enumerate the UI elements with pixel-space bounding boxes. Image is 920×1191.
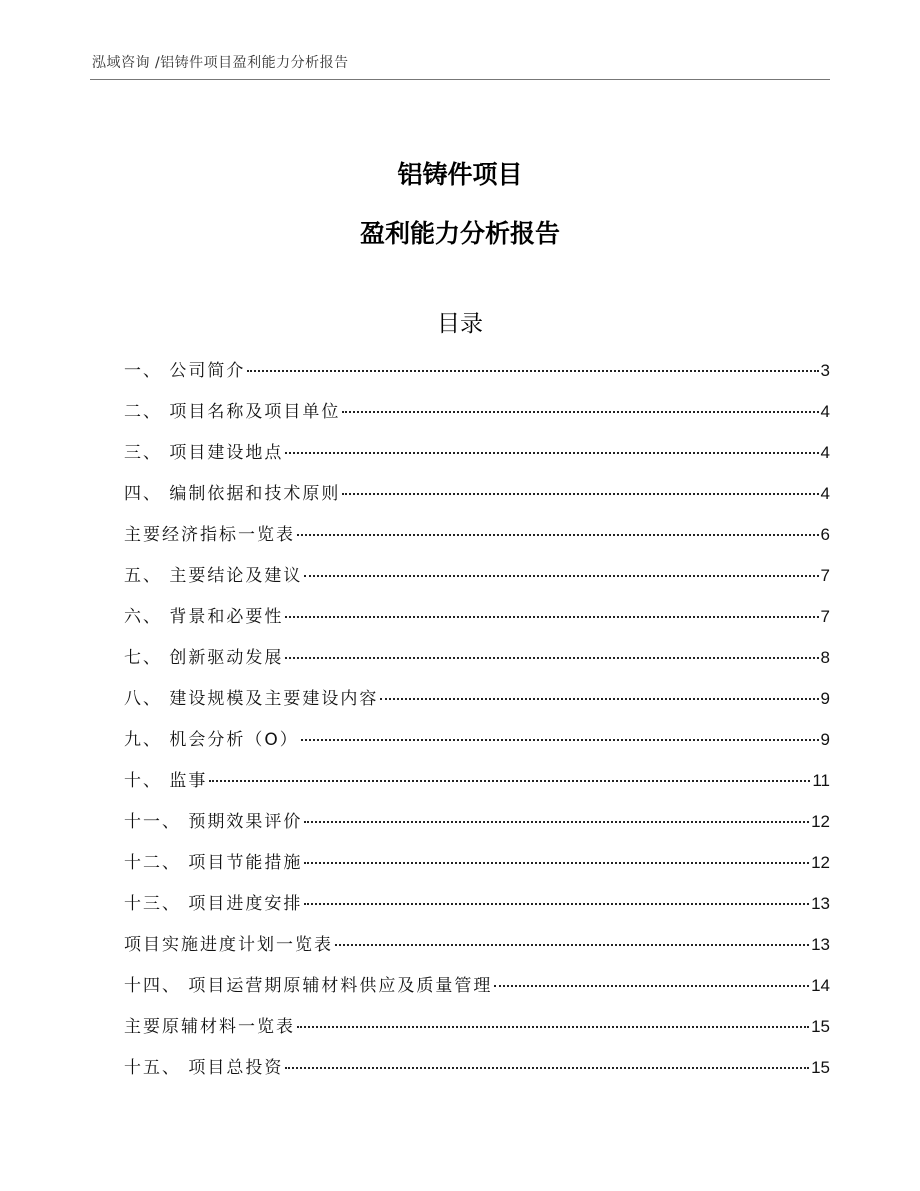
toc-entry-18[interactable] — [124, 1053, 830, 1094]
page-header: 泓域咨询 /铝铸件项目盈利能力分析报告 — [92, 55, 349, 71]
toc-leader-dots — [297, 534, 819, 536]
toc-entry-label: 十、 监事 — [124, 771, 208, 791]
toc-leader-dots — [301, 739, 819, 741]
toc-entry-label: 十四、 项目运营期原辅材料供应及质量管理 — [124, 976, 493, 996]
toc-leader-dots — [304, 821, 809, 823]
toc-entry-label: 十五、 项目总投资 — [124, 1058, 284, 1078]
toc-leader-dots — [209, 780, 810, 782]
toc-leader-dots — [285, 616, 818, 618]
toc-entry-page: 7 — [820, 607, 830, 626]
toc-entry-5[interactable] — [124, 520, 830, 561]
toc-heading: 目录 — [437, 311, 483, 337]
toc-entry-label: 主要经济指标一览表 — [124, 525, 295, 545]
toc-entry-12[interactable] — [124, 807, 830, 848]
toc-entry-page: 13 — [811, 935, 830, 954]
toc-entry-10[interactable] — [124, 725, 830, 766]
toc-entry-page: 4 — [820, 484, 830, 503]
toc-entry-page: 12 — [811, 812, 830, 831]
toc-leader-dots — [285, 1067, 809, 1069]
toc-entry-label: 项目实施进度计划一览表 — [124, 935, 333, 955]
toc-entry-17[interactable] — [124, 1012, 830, 1053]
toc-entry-page: 7 — [820, 566, 830, 585]
toc-leader-dots — [304, 903, 809, 905]
toc-leader-dots — [285, 452, 818, 454]
toc-leader-dots — [247, 370, 818, 372]
toc-entry-3[interactable] — [124, 438, 830, 479]
toc-leader-dots — [285, 657, 818, 659]
toc-entry-page: 14 — [811, 976, 830, 995]
toc-entry-label: 二、 项目名称及项目单位 — [124, 402, 341, 422]
header-divider — [90, 79, 830, 80]
toc-entry-13[interactable] — [124, 848, 830, 889]
toc-entry-label: 四、 编制依据和技术原则 — [124, 484, 341, 504]
toc-entry-label: 一、 公司简介 — [124, 361, 246, 381]
toc-entry-6[interactable] — [124, 561, 830, 602]
toc-entry-label: 五、 主要结论及建议 — [124, 566, 303, 586]
document-title-line1: 铝铸件项目 — [397, 160, 523, 189]
toc-entry-16[interactable] — [124, 971, 830, 1012]
toc-entry-11[interactable] — [124, 766, 830, 807]
toc-entry-7[interactable] — [124, 602, 830, 643]
table-of-contents — [124, 356, 830, 1094]
toc-entry-page: 3 — [820, 361, 830, 380]
toc-entry-page: 15 — [811, 1058, 830, 1077]
toc-entry-9[interactable] — [124, 684, 830, 725]
toc-entry-page: 9 — [820, 730, 830, 749]
toc-entry-8[interactable] — [124, 643, 830, 684]
toc-entry-label: 十三、 项目进度安排 — [124, 894, 303, 914]
toc-entry-label: 十二、 项目节能措施 — [124, 853, 303, 873]
toc-entry-page: 4 — [820, 443, 830, 462]
toc-entry-label: 九、 机会分析（O） — [124, 730, 299, 750]
toc-leader-dots — [380, 698, 818, 700]
toc-leader-dots — [297, 1026, 809, 1028]
toc-entry-1[interactable] — [124, 356, 830, 397]
toc-entry-label: 六、 背景和必要性 — [124, 607, 284, 627]
toc-entry-page: 6 — [820, 525, 830, 544]
toc-entry-page: 13 — [811, 894, 830, 913]
toc-leader-dots — [335, 944, 809, 946]
toc-leader-dots — [304, 575, 818, 577]
toc-entry-page: 4 — [820, 402, 830, 421]
toc-entry-label: 主要原辅材料一览表 — [124, 1017, 295, 1037]
toc-leader-dots — [494, 985, 809, 987]
toc-entry-label: 八、 建设规模及主要建设内容 — [124, 689, 379, 709]
toc-leader-dots — [342, 493, 818, 495]
toc-entry-page: 11 — [812, 771, 830, 790]
toc-entry-page: 9 — [820, 689, 830, 708]
document-title-line2: 盈利能力分析报告 — [359, 219, 560, 248]
toc-entry-page: 8 — [820, 648, 830, 667]
toc-entry-label: 三、 项目建设地点 — [124, 443, 284, 463]
toc-entry-page: 12 — [811, 853, 830, 872]
toc-entry-label: 十一、 预期效果评价 — [124, 812, 303, 832]
toc-leader-dots — [304, 862, 809, 864]
toc-entry-4[interactable] — [124, 479, 830, 520]
toc-leader-dots — [342, 411, 818, 413]
toc-entry-2[interactable] — [124, 397, 830, 438]
toc-entry-14[interactable] — [124, 889, 830, 930]
toc-entry-page: 15 — [811, 1017, 830, 1036]
toc-entry-15[interactable] — [124, 930, 830, 971]
toc-entry-label: 七、 创新驱动发展 — [124, 648, 284, 668]
